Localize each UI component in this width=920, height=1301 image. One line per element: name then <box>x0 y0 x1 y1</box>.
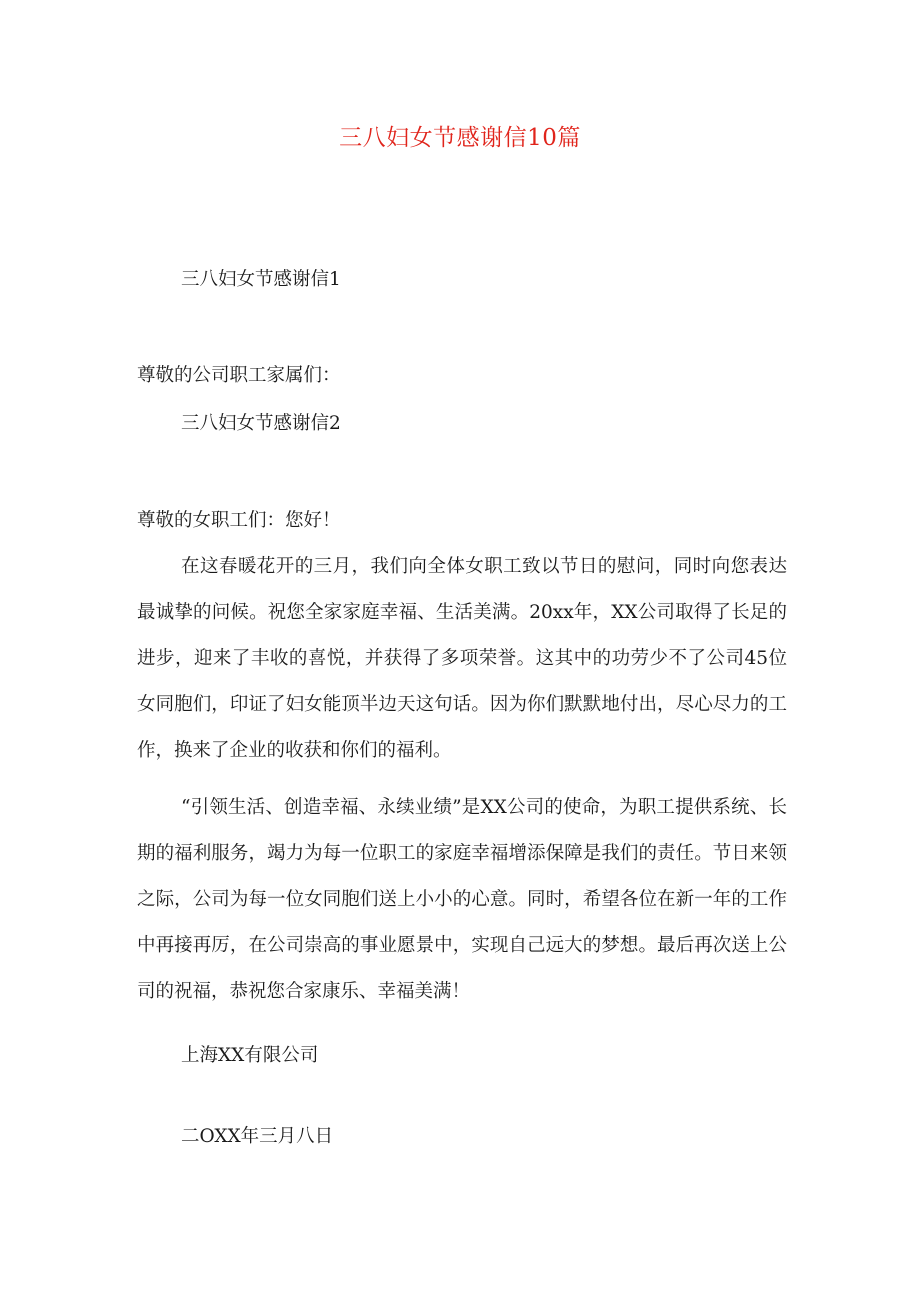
document-title: 三八妇女节感谢信10篇 <box>339 125 581 151</box>
signature-company: 上海XX有限公司 <box>181 1045 319 1066</box>
body-paragraph-1: 在这春暖花开的三月，我们向全体女职工致以节日的慰问，同时向您表达最诚挚的问候。祝您全家家庭幸福、生活美满。20xx年，XX公司取得了长足的进步，迎来了丰收的喜悦，并获得了多项荣誉。这其中的功劳少不了公司45位女同胞们，印证了妇女能顶半边天这句话。因为你们默默地付出，尽心尽力的工作，换来了企业的收获和你们的福利。 <box>137 556 787 761</box>
letter2-heading: 三八妇女节感谢信2 <box>181 413 341 434</box>
body-paragraph-2: “引领生活、创造幸福、永续业绩”是XX公司的使命，为职工提供系统、长期的福利服务，竭力为每一位职工的家庭幸福增添保障是我们的责任。节日来领之际，公司为每一位女同胞们送上小小的心意。同时，希望各位在新一年的工作中再接再厉，在公司崇高的事业愿景中，实现自己远大的梦想。最后再次送上公司的祝福，恭祝您合家康乐、幸福美满！ <box>137 797 787 1002</box>
signature-date: 二OXX年三月八日 <box>181 1126 334 1147</box>
letter1-heading: 三八妇女节感谢信1 <box>181 269 341 290</box>
letter2-salutation: 尊敬的女职工们：您好！ <box>137 510 341 531</box>
letter1-salutation: 尊敬的公司职工家属们： <box>137 365 341 386</box>
